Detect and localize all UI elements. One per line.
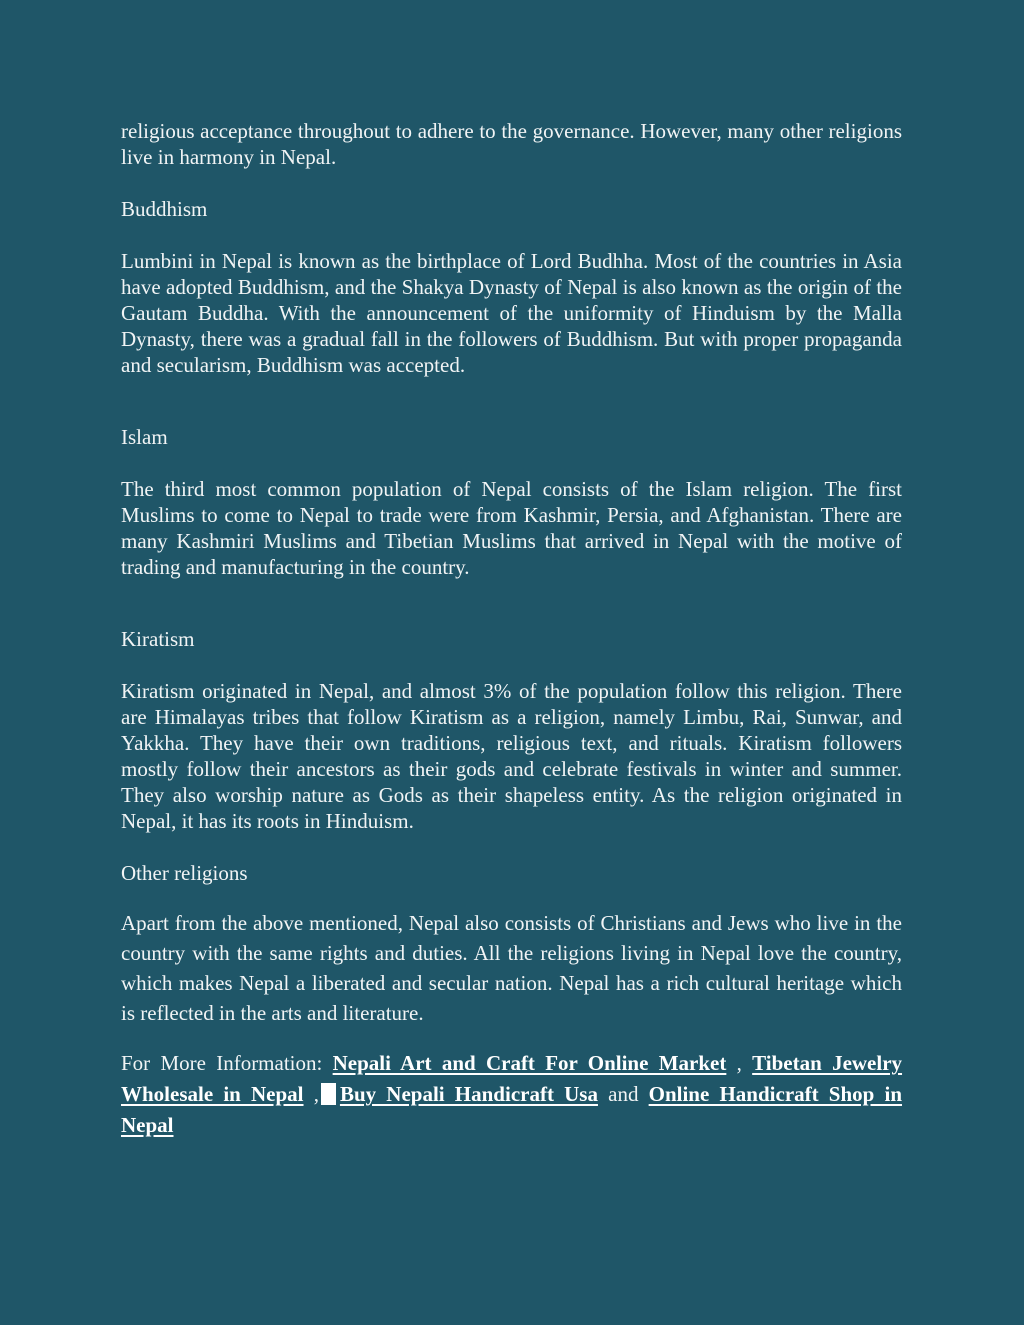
tibetan-jewelry-link[interactable]: Tibetan Jewelry Wholesale in Nepal [121,1051,903,1106]
separator-comma: , [313,1082,319,1106]
kiratism-heading: Kiratism [121,627,195,651]
islam-heading: Islam [121,425,168,449]
conjunction-and: and [608,1082,639,1106]
islam-paragraph: The third most common population of Nepal consists of the Islam religion. The first Muslims to come to Nepal to trade were from Kashmir, Persia, and Afghanistan. There are many Kashmiri Muslims and Tibetian Muslims that arrived in Nepal with the motive of trading and manufacturing in the country. [121,477,902,579]
other-religions-paragraph: Apart from the above mentioned, Nepal also consists of Christians and Jews who live in the country with the same rights and duties. All the religions living in Nepal love the country, which makes Nepal a liberated and secular nation. Nepal has a rich cultural heritage which is reflected in the arts and literature. [121,911,902,1025]
other-religions-heading: Other religions [121,861,248,885]
separator-comma: , [736,1051,742,1075]
more-information-label: For More Information: [121,1051,323,1075]
buddhism-heading: Buddhism [121,197,208,221]
document-body [121,118,902,1141]
kiratism-paragraph: Kiratism originated in Nepal, and almost 3% of the population follow this religion. There are Himalayas tribes that follow Kiratism as a religion, namely Limbu, Rai, Sunwar, and Yakkha. They have their own traditions, religious text, and rituals. Kiratism followers mostly follow their ancestors as their gods and celebrate festivals in winter and summer. They also worship nature as Gods as their shapeless entity. As the religion originated in Nepal, it has its roots in Hinduism. [121,679,902,833]
buddhism-paragraph: Lumbini in Nepal is known as the birthplace of Lord Budhha. Most of the countries in Asia have adopted Buddhism, and the Shakya Dynasty of Nepal is also known as the origin of the Gautam Buddha. With the announcement of the uniformity of Hinduism by the Malla Dynasty, there was a gradual fall in the followers of Buddhism. But with proper propaganda and secularism, Buddhism was accepted. [121,249,902,377]
buy-nepali-handicraft-link[interactable]: Buy Nepali Handicraft Usa [339,1082,598,1106]
online-handicraft-shop-link[interactable]: Online Handicraft Shop in Nepal [121,1082,903,1137]
more-information-paragraph [121,1048,902,1141]
intro-paragraph: religious acceptance throughout to adhere to the governance. However, many other religions live in harmony in Nepal. [121,119,902,169]
nepali-art-craft-link[interactable]: Nepali Art and Craft For Online Market [332,1051,727,1075]
placeholder-block [321,1083,336,1105]
